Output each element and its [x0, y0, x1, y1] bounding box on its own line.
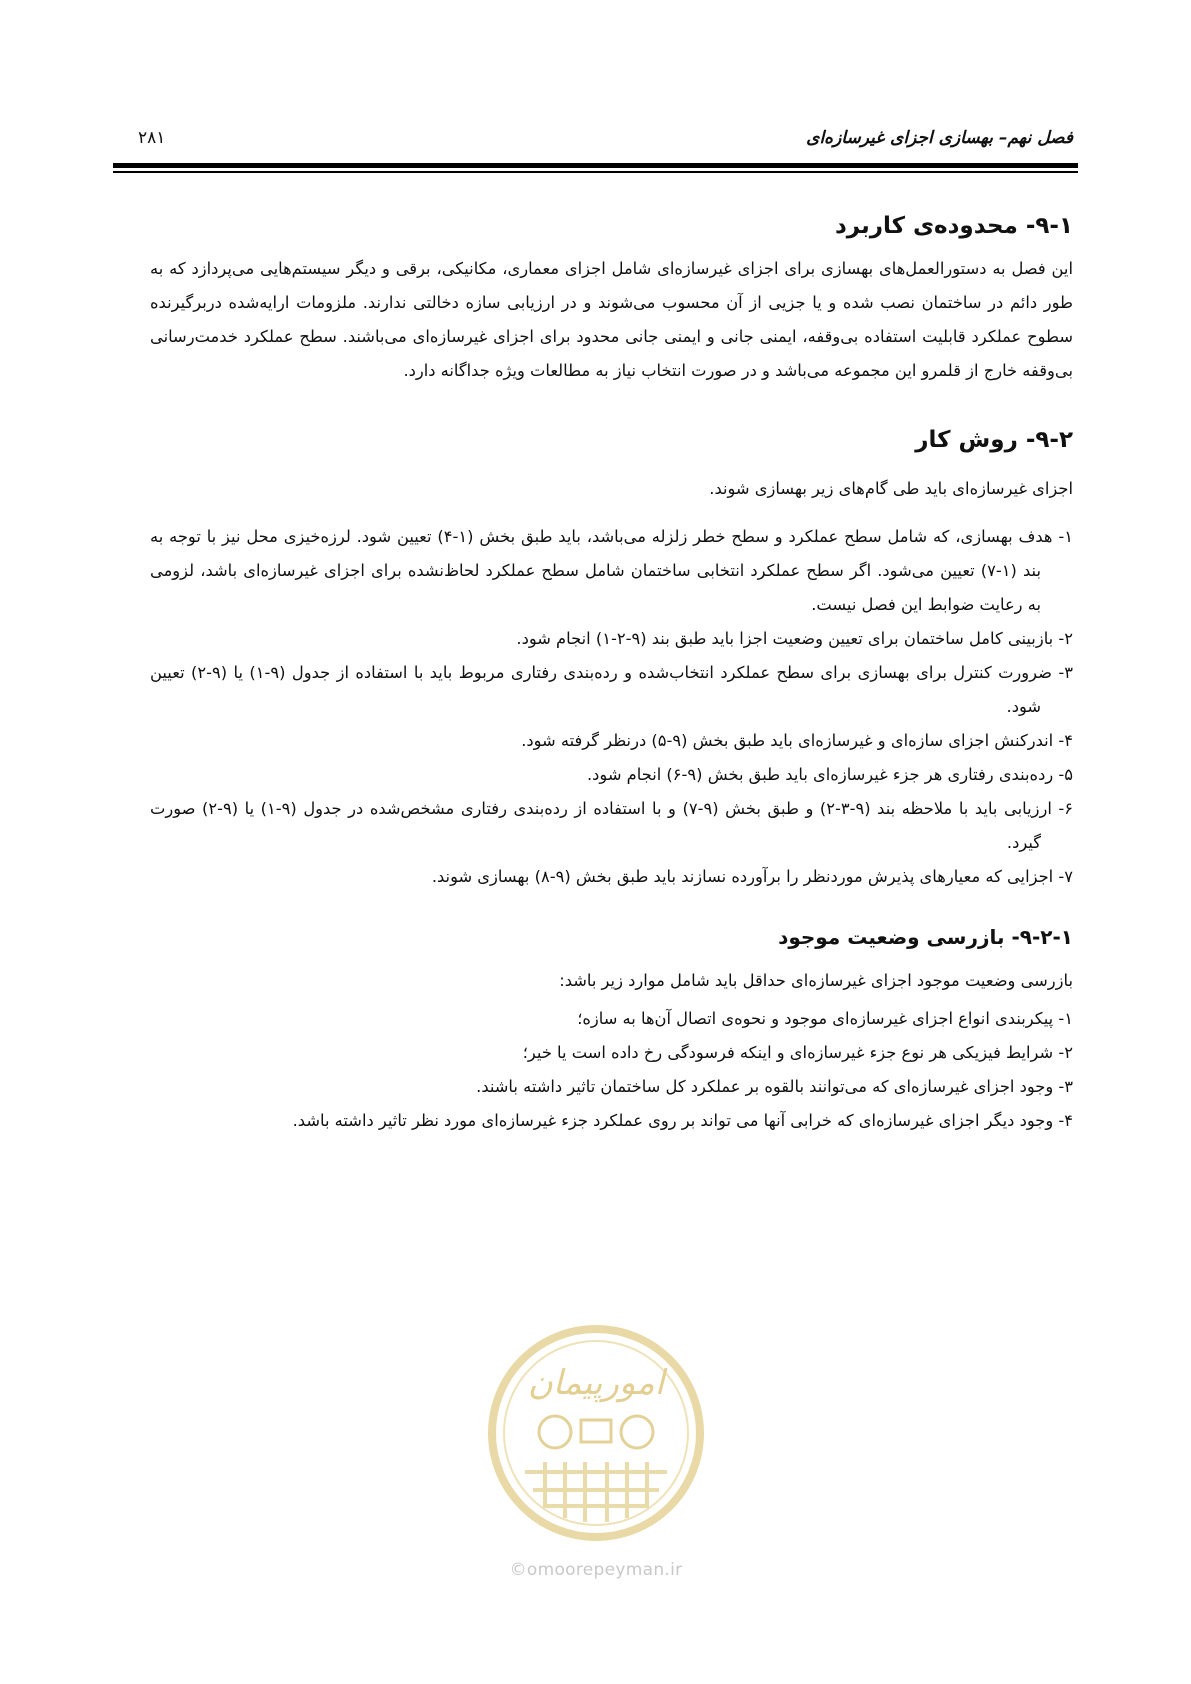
section-heading-inspection: ۹-۲-۱- بازرسی وضعیت موجود [778, 924, 1073, 949]
section-method [150, 426, 1073, 894]
list-item: ۶- ارزیابی باید با ملاحظه بند (۹-۳-۲) و طبق بخش (۹-۷) و با استفاده از رده‌بندی رفتاری مشخص‌شده در جدول (۹-۱) یا (۹-۲) صورت گیرد. [150, 798, 1074, 852]
list-item: ۳- ضرورت کنترل برای بهسازی برای سطح عملکرد انتخاب‌شده و رده‌بندی رفتاری مربوط باید با استفاده از جدول (۹-۱) یا (۹-۲) تعیین شود. [150, 662, 1073, 716]
section-paragraph-scope: این فصل به دستورالعمل‌های بهسازی برای اجزای غیرسازه‌ای شامل اجزای معماری، مکانیکی، برقی و دیگر سیستم‌هایی می‌پردازد که به طور دائم در ساختمان نصب شده و یا جزیی از آن محسوب می‌شوند و در ارزیابی سازه دخالتی ندارند. ملزومات ارایه‌شده دربرگیرنده سطوح عملکرد قابلیت استفاده بی‌وقفه، ایمنی جانی و ایمنی جانی محدود برای اجزای غیرسازه‌ای می‌باشند. سطح عملکرد خدمت‌رسانی بی‌وقفه خارج از قلمرو این مجموعه می‌باشد و در صورت انتخاب نیاز به مطالعات ویژه جداگانه دارد. [150, 258, 1073, 380]
watermark-url [485, 1560, 707, 1580]
list-item: ۷- اجزایی که معیارهای پذیرش موردنظر را برآورده نسازند باید طبق بخش (۹-۸) بهسازی شوند. [431, 866, 1073, 886]
watermark-seal-logo [485, 1322, 707, 1544]
list-item: ۴- وجود دیگر اجزای غیرسازه‌ای که خرابی آنها می تواند بر روی عملکرد جزء غیرسازه‌ای مورد نظر تاثیر داشته باشد. [292, 1110, 1073, 1130]
method-intro: اجزای غیرسازه‌ای باید طی گام‌های زیر بهسازی شوند. [709, 478, 1073, 498]
section-heading-scope: ۹-۱- محدوده‌ی کاربرد [834, 213, 1073, 239]
page-number: ۲۸۱ [138, 128, 166, 148]
list-item: ۱- هدف بهسازی، که شامل سطح عملکرد و سطح خطر زلزله می‌باشد، باید طبق بخش (۱-۴) تعیین شود. لرزه‌خیزی محل نیز با توجه به بند (۱-۷) تعیین می‌شود. اگر سطح عملکرد انتخابی ساختمان شامل سطح عملکرد لحاظ‌نشده برای اجزای غیرسازه‌ای باشد، لزومی به رعایت ضوابط این فصل نیست. [150, 526, 1073, 614]
running-header [118, 128, 1073, 156]
section-heading-method: ۹-۲- روش کار [915, 426, 1073, 453]
method-steps-list [150, 520, 1073, 894]
watermark-logo-text: امورپیمان [527, 1363, 665, 1403]
section-inspection [150, 924, 1073, 1138]
list-item: ۱- پیکربندی انواع اجزای غیرسازه‌ای موجود و نحوه‌ی اتصال آن‌ها به سازه؛ [577, 1008, 1073, 1028]
list-item: ۴- اندرکنش اجزای سازه‌ای و غیرسازه‌ای باید طبق بخش (۹-۵) درنظر گرفته شود. [521, 730, 1073, 750]
inspection-items-list [150, 1002, 1073, 1138]
section-scope [150, 212, 1073, 388]
chapter-title: فصل نهم– بهسازی اجزای غیرسازه‌ای [806, 128, 1073, 148]
header-rule-thin [113, 171, 1078, 173]
list-item: ۳- وجود اجزای غیرسازه‌ای که می‌توانند بالقوه بر عملکرد کل ساختمان تاثیر داشته باشند. [476, 1076, 1073, 1096]
inspection-intro: بازرسی وضعیت موجود اجزای غیرسازه‌ای حداقل باید شامل موارد زیر باشد: [559, 970, 1073, 990]
copyright-icon: © [509, 1560, 527, 1580]
header-rule-thick [113, 163, 1078, 168]
page-content [150, 212, 1073, 1138]
watermark-url-text: omoorepeyman.ir [526, 1560, 683, 1580]
list-item: ۲- شرایط فیزیکی هر نوع جزء غیرسازه‌ای و اینکه فرسودگی رخ داده است یا خیر؛ [522, 1042, 1073, 1062]
list-item: ۲- بازبینی کامل ساختمان برای تعیین وضعیت اجزا باید طبق بند (۹-۲-۱) انجام شود. [516, 628, 1073, 648]
list-item: ۵- رده‌بندی رفتاری هر جزء غیرسازه‌ای باید طبق بخش (۹-۶) انجام شود. [587, 764, 1073, 784]
